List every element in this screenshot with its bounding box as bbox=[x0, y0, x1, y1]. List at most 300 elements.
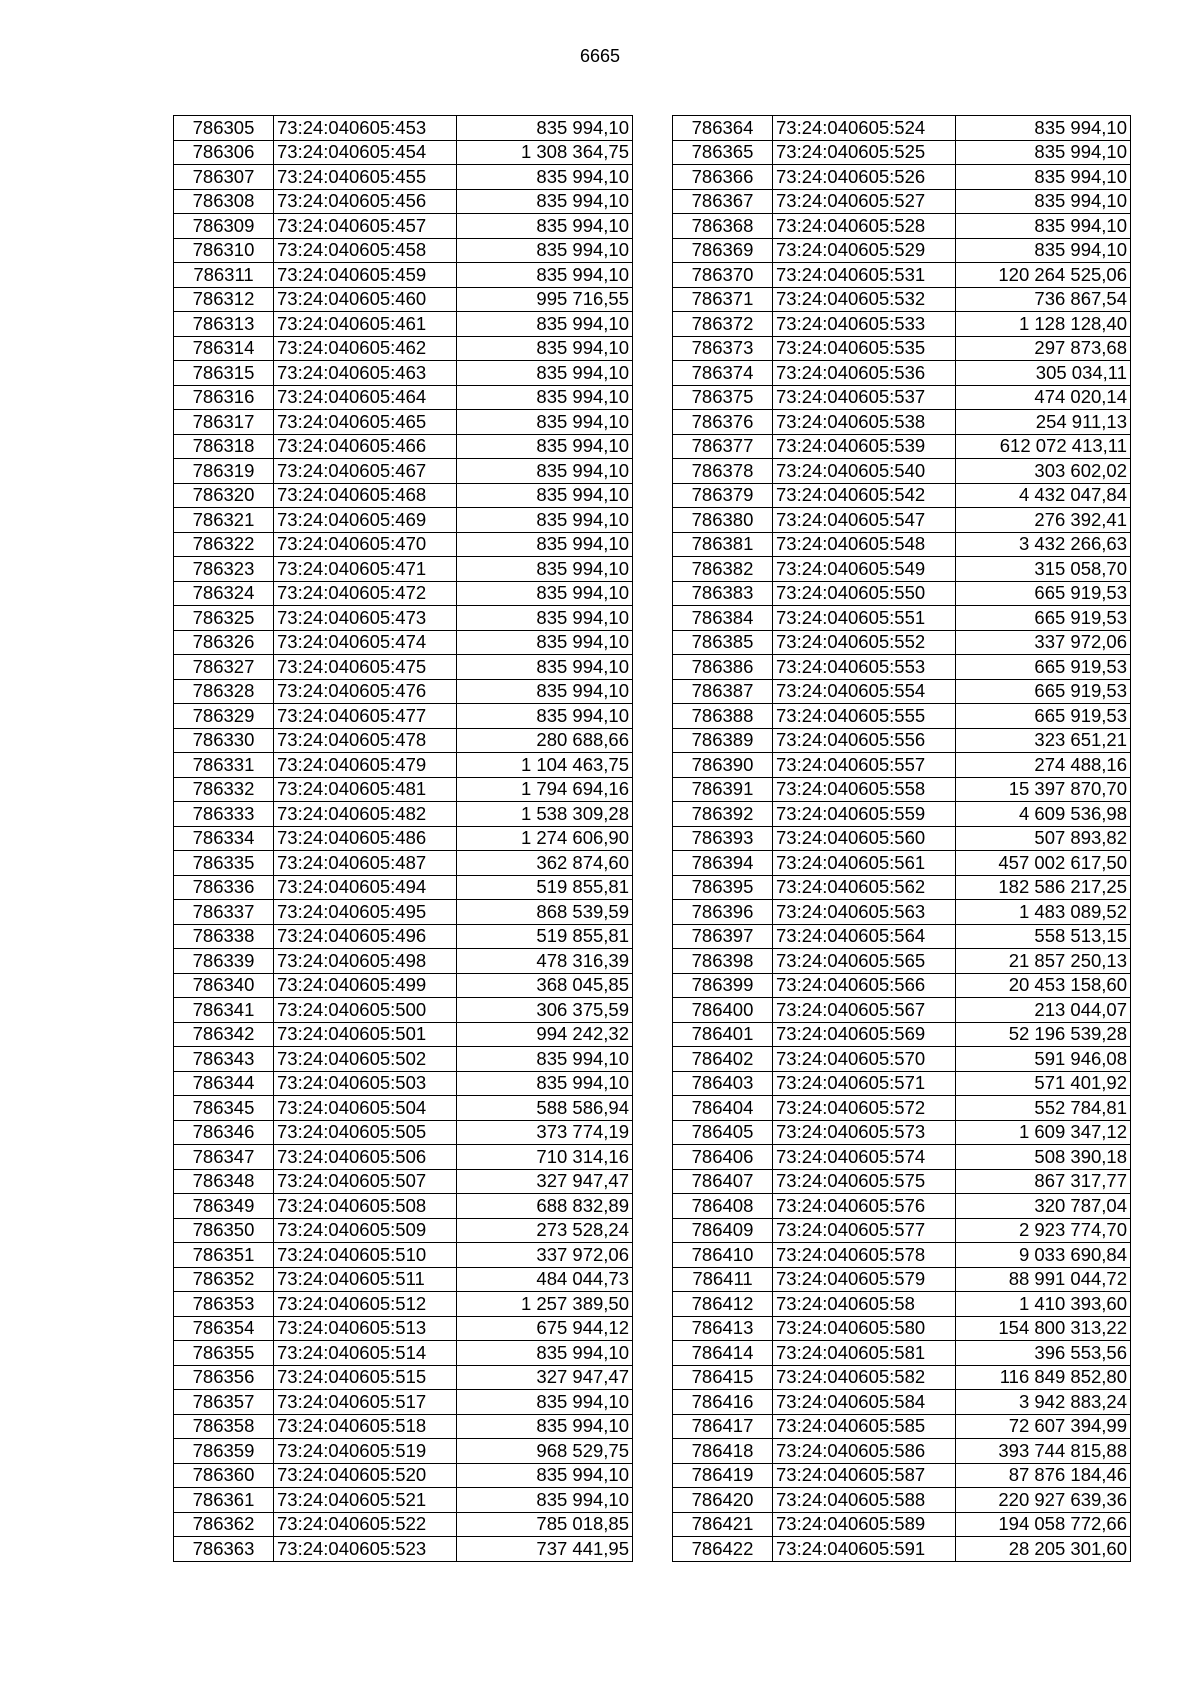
cadastral-number-cell: 73:24:040605:495 bbox=[274, 900, 457, 925]
table-row bbox=[174, 606, 633, 631]
table-row bbox=[174, 385, 633, 410]
value-cell: 457 002 617,50 bbox=[956, 851, 1131, 876]
cadastral-number-cell: 73:24:040605:571 bbox=[773, 1071, 956, 1096]
data-table-right bbox=[672, 115, 1131, 1562]
table-row bbox=[174, 1047, 633, 1072]
table-row bbox=[673, 1365, 1131, 1390]
cadastral-number-cell: 73:24:040605:462 bbox=[274, 336, 457, 361]
value-cell: 1 410 393,60 bbox=[956, 1292, 1131, 1317]
table-row bbox=[174, 1096, 633, 1121]
row-number-cell: 786377 bbox=[673, 434, 773, 459]
table-row bbox=[673, 1341, 1131, 1366]
value-cell: 72 607 394,99 bbox=[956, 1414, 1131, 1439]
value-cell: 835 994,10 bbox=[457, 336, 633, 361]
value-cell: 213 044,07 bbox=[956, 998, 1131, 1023]
value-cell: 835 994,10 bbox=[457, 189, 633, 214]
row-number-cell: 786353 bbox=[174, 1292, 274, 1317]
row-number-cell: 786358 bbox=[174, 1414, 274, 1439]
value-cell: 1 274 606,90 bbox=[457, 826, 633, 851]
table-row bbox=[673, 1267, 1131, 1292]
table-row bbox=[673, 851, 1131, 876]
cadastral-number-cell: 73:24:040605:519 bbox=[274, 1439, 457, 1464]
value-cell: 3 942 883,24 bbox=[956, 1390, 1131, 1415]
table-row bbox=[673, 802, 1131, 827]
cadastral-number-cell: 73:24:040605:569 bbox=[773, 1022, 956, 1047]
cadastral-number-cell: 73:24:040605:521 bbox=[274, 1488, 457, 1513]
table-row bbox=[174, 140, 633, 165]
cadastral-number-cell: 73:24:040605:463 bbox=[274, 361, 457, 386]
row-number-cell: 786348 bbox=[174, 1169, 274, 1194]
value-cell: 276 392,41 bbox=[956, 508, 1131, 533]
value-cell: 20 453 158,60 bbox=[956, 973, 1131, 998]
value-cell: 519 855,81 bbox=[457, 875, 633, 900]
value-cell: 835 994,10 bbox=[457, 581, 633, 606]
row-number-cell: 786361 bbox=[174, 1488, 274, 1513]
value-cell: 835 994,10 bbox=[457, 655, 633, 680]
value-cell: 393 744 815,88 bbox=[956, 1439, 1131, 1464]
cadastral-number-cell: 73:24:040605:456 bbox=[274, 189, 457, 214]
cadastral-number-cell: 73:24:040605:535 bbox=[773, 336, 956, 361]
value-cell: 306 375,59 bbox=[457, 998, 633, 1023]
cadastral-number-cell: 73:24:040605:478 bbox=[274, 728, 457, 753]
cadastral-number-cell: 73:24:040605:486 bbox=[274, 826, 457, 851]
cadastral-number-cell: 73:24:040605:557 bbox=[773, 753, 956, 778]
table-row bbox=[673, 728, 1131, 753]
value-cell: 968 529,75 bbox=[457, 1439, 633, 1464]
value-cell: 337 972,06 bbox=[457, 1243, 633, 1268]
value-cell: 320 787,04 bbox=[956, 1194, 1131, 1219]
cadastral-number-cell: 73:24:040605:584 bbox=[773, 1390, 956, 1415]
row-number-cell: 786320 bbox=[174, 483, 274, 508]
table-row bbox=[673, 900, 1131, 925]
value-cell: 303 602,02 bbox=[956, 459, 1131, 484]
value-cell: 835 994,10 bbox=[457, 508, 633, 533]
value-cell: 835 994,10 bbox=[457, 704, 633, 729]
cadastral-number-cell: 73:24:040605:588 bbox=[773, 1488, 956, 1513]
value-cell: 835 994,10 bbox=[457, 679, 633, 704]
row-number-cell: 786383 bbox=[673, 581, 773, 606]
row-number-cell: 786380 bbox=[673, 508, 773, 533]
row-number-cell: 786365 bbox=[673, 140, 773, 165]
value-cell: 478 316,39 bbox=[457, 949, 633, 974]
table-row bbox=[673, 312, 1131, 337]
row-number-cell: 786418 bbox=[673, 1439, 773, 1464]
row-number-cell: 786312 bbox=[174, 287, 274, 312]
table-row bbox=[673, 1218, 1131, 1243]
cadastral-number-cell: 73:24:040605:554 bbox=[773, 679, 956, 704]
value-cell: 588 586,94 bbox=[457, 1096, 633, 1121]
cadastral-number-cell: 73:24:040605:531 bbox=[773, 263, 956, 288]
cadastral-number-cell: 73:24:040605:468 bbox=[274, 483, 457, 508]
table-row bbox=[673, 1463, 1131, 1488]
table-row bbox=[174, 581, 633, 606]
cadastral-number-cell: 73:24:040605:453 bbox=[274, 116, 457, 141]
value-cell: 519 855,81 bbox=[457, 924, 633, 949]
cadastral-number-cell: 73:24:040605:581 bbox=[773, 1341, 956, 1366]
value-cell: 835 994,10 bbox=[457, 312, 633, 337]
value-cell: 835 994,10 bbox=[457, 263, 633, 288]
row-number-cell: 786382 bbox=[673, 557, 773, 582]
row-number-cell: 786322 bbox=[174, 532, 274, 557]
row-number-cell: 786305 bbox=[174, 116, 274, 141]
table-row bbox=[673, 1414, 1131, 1439]
table-row bbox=[673, 1439, 1131, 1464]
value-cell: 675 944,12 bbox=[457, 1316, 633, 1341]
row-number-cell: 786413 bbox=[673, 1316, 773, 1341]
value-cell: 1 308 364,75 bbox=[457, 140, 633, 165]
row-number-cell: 786389 bbox=[673, 728, 773, 753]
table-row bbox=[673, 214, 1131, 239]
value-cell: 835 994,10 bbox=[956, 238, 1131, 263]
value-cell: 612 072 413,11 bbox=[956, 434, 1131, 459]
row-number-cell: 786408 bbox=[673, 1194, 773, 1219]
cadastral-number-cell: 73:24:040605:580 bbox=[773, 1316, 956, 1341]
table-left-body bbox=[174, 116, 633, 1562]
table-row bbox=[174, 851, 633, 876]
table-row bbox=[673, 434, 1131, 459]
value-cell: 28 205 301,60 bbox=[956, 1537, 1131, 1562]
row-number-cell: 786409 bbox=[673, 1218, 773, 1243]
cadastral-number-cell: 73:24:040605:464 bbox=[274, 385, 457, 410]
row-number-cell: 786341 bbox=[174, 998, 274, 1023]
value-cell: 835 994,10 bbox=[956, 189, 1131, 214]
table-row bbox=[174, 875, 633, 900]
row-number-cell: 786372 bbox=[673, 312, 773, 337]
value-cell: 273 528,24 bbox=[457, 1218, 633, 1243]
value-cell: 327 947,47 bbox=[457, 1365, 633, 1390]
cadastral-number-cell: 73:24:040605:459 bbox=[274, 263, 457, 288]
value-cell: 835 994,10 bbox=[956, 140, 1131, 165]
table-row bbox=[673, 1071, 1131, 1096]
row-number-cell: 786396 bbox=[673, 900, 773, 925]
cadastral-number-cell: 73:24:040605:532 bbox=[773, 287, 956, 312]
row-number-cell: 786398 bbox=[673, 949, 773, 974]
value-cell: 835 994,10 bbox=[457, 532, 633, 557]
value-cell: 337 972,06 bbox=[956, 630, 1131, 655]
row-number-cell: 786407 bbox=[673, 1169, 773, 1194]
value-cell: 154 800 313,22 bbox=[956, 1316, 1131, 1341]
row-number-cell: 786357 bbox=[174, 1390, 274, 1415]
cadastral-number-cell: 73:24:040605:458 bbox=[274, 238, 457, 263]
row-number-cell: 786400 bbox=[673, 998, 773, 1023]
cadastral-number-cell: 73:24:040605:472 bbox=[274, 581, 457, 606]
table-row bbox=[673, 189, 1131, 214]
value-cell: 362 874,60 bbox=[457, 851, 633, 876]
row-number-cell: 786354 bbox=[174, 1316, 274, 1341]
table-row bbox=[174, 1512, 633, 1537]
table-row bbox=[673, 1488, 1131, 1513]
table-row bbox=[673, 238, 1131, 263]
table-row bbox=[174, 263, 633, 288]
value-cell: 552 784,81 bbox=[956, 1096, 1131, 1121]
cadastral-number-cell: 73:24:040605:500 bbox=[274, 998, 457, 1023]
value-cell: 835 994,10 bbox=[457, 116, 633, 141]
table-row bbox=[673, 459, 1131, 484]
cadastral-number-cell: 73:24:040605:473 bbox=[274, 606, 457, 631]
value-cell: 1 483 089,52 bbox=[956, 900, 1131, 925]
cadastral-number-cell: 73:24:040605:501 bbox=[274, 1022, 457, 1047]
cadastral-number-cell: 73:24:040605:589 bbox=[773, 1512, 956, 1537]
cadastral-number-cell: 73:24:040605:567 bbox=[773, 998, 956, 1023]
table-row bbox=[174, 508, 633, 533]
cadastral-number-cell: 73:24:040605:573 bbox=[773, 1120, 956, 1145]
row-number-cell: 786417 bbox=[673, 1414, 773, 1439]
cadastral-number-cell: 73:24:040605:504 bbox=[274, 1096, 457, 1121]
cadastral-number-cell: 73:24:040605:566 bbox=[773, 973, 956, 998]
value-cell: 835 994,10 bbox=[956, 116, 1131, 141]
table-row bbox=[673, 385, 1131, 410]
table-row bbox=[174, 753, 633, 778]
value-cell: 3 432 266,63 bbox=[956, 532, 1131, 557]
table-row bbox=[673, 1292, 1131, 1317]
table-row bbox=[174, 900, 633, 925]
cadastral-number-cell: 73:24:040605:482 bbox=[274, 802, 457, 827]
table-row bbox=[673, 1145, 1131, 1170]
value-cell: 484 044,73 bbox=[457, 1267, 633, 1292]
cadastral-number-cell: 73:24:040605:514 bbox=[274, 1341, 457, 1366]
row-number-cell: 786346 bbox=[174, 1120, 274, 1145]
value-cell: 868 539,59 bbox=[457, 900, 633, 925]
value-cell: 15 397 870,70 bbox=[956, 777, 1131, 802]
row-number-cell: 786339 bbox=[174, 949, 274, 974]
table-row bbox=[673, 263, 1131, 288]
table-row bbox=[174, 336, 633, 361]
cadastral-number-cell: 73:24:040605:527 bbox=[773, 189, 956, 214]
cadastral-number-cell: 73:24:040605:506 bbox=[274, 1145, 457, 1170]
value-cell: 4 609 536,98 bbox=[956, 802, 1131, 827]
value-cell: 220 927 639,36 bbox=[956, 1488, 1131, 1513]
table-row bbox=[673, 508, 1131, 533]
cadastral-number-cell: 73:24:040605:474 bbox=[274, 630, 457, 655]
value-cell: 994 242,32 bbox=[457, 1022, 633, 1047]
row-number-cell: 786405 bbox=[673, 1120, 773, 1145]
row-number-cell: 786314 bbox=[174, 336, 274, 361]
row-number-cell: 786366 bbox=[673, 165, 773, 190]
cadastral-number-cell: 73:24:040605:518 bbox=[274, 1414, 457, 1439]
table-row bbox=[673, 924, 1131, 949]
row-number-cell: 786347 bbox=[174, 1145, 274, 1170]
row-number-cell: 786362 bbox=[174, 1512, 274, 1537]
value-cell: 507 893,82 bbox=[956, 826, 1131, 851]
table-row bbox=[174, 679, 633, 704]
value-cell: 867 317,77 bbox=[956, 1169, 1131, 1194]
row-number-cell: 786337 bbox=[174, 900, 274, 925]
row-number-cell: 786327 bbox=[174, 655, 274, 680]
value-cell: 995 716,55 bbox=[457, 287, 633, 312]
row-number-cell: 786340 bbox=[174, 973, 274, 998]
cadastral-number-cell: 73:24:040605:454 bbox=[274, 140, 457, 165]
cadastral-number-cell: 73:24:040605:511 bbox=[274, 1267, 457, 1292]
value-cell: 87 876 184,46 bbox=[956, 1463, 1131, 1488]
value-cell: 835 994,10 bbox=[457, 1071, 633, 1096]
value-cell: 396 553,56 bbox=[956, 1341, 1131, 1366]
cadastral-number-cell: 73:24:040605:547 bbox=[773, 508, 956, 533]
value-cell: 315 058,70 bbox=[956, 557, 1131, 582]
cadastral-number-cell: 73:24:040605:542 bbox=[773, 483, 956, 508]
value-cell: 9 033 690,84 bbox=[956, 1243, 1131, 1268]
value-cell: 323 651,21 bbox=[956, 728, 1131, 753]
value-cell: 571 401,92 bbox=[956, 1071, 1131, 1096]
table-row bbox=[174, 1365, 633, 1390]
cadastral-number-cell: 73:24:040605:578 bbox=[773, 1243, 956, 1268]
table-row bbox=[174, 630, 633, 655]
table-row bbox=[673, 606, 1131, 631]
row-number-cell: 786374 bbox=[673, 361, 773, 386]
table-row bbox=[673, 336, 1131, 361]
value-cell: 2 923 774,70 bbox=[956, 1218, 1131, 1243]
value-cell: 835 994,10 bbox=[457, 1414, 633, 1439]
cadastral-number-cell: 73:24:040605:457 bbox=[274, 214, 457, 239]
table-row bbox=[174, 116, 633, 141]
value-cell: 835 994,10 bbox=[457, 385, 633, 410]
table-row bbox=[174, 483, 633, 508]
row-number-cell: 786334 bbox=[174, 826, 274, 851]
row-number-cell: 786352 bbox=[174, 1267, 274, 1292]
cadastral-number-cell: 73:24:040605:558 bbox=[773, 777, 956, 802]
row-number-cell: 786370 bbox=[673, 263, 773, 288]
cadastral-number-cell: 73:24:040605:509 bbox=[274, 1218, 457, 1243]
table-row bbox=[174, 1316, 633, 1341]
table-row bbox=[673, 581, 1131, 606]
cadastral-number-cell: 73:24:040605:533 bbox=[773, 312, 956, 337]
row-number-cell: 786399 bbox=[673, 973, 773, 998]
data-table-left bbox=[173, 115, 633, 1562]
row-number-cell: 786411 bbox=[673, 1267, 773, 1292]
row-number-cell: 786344 bbox=[174, 1071, 274, 1096]
value-cell: 835 994,10 bbox=[457, 1047, 633, 1072]
cadastral-number-cell: 73:24:040605:529 bbox=[773, 238, 956, 263]
cadastral-number-cell: 73:24:040605:460 bbox=[274, 287, 457, 312]
table-row bbox=[673, 1047, 1131, 1072]
table-row bbox=[673, 1120, 1131, 1145]
value-cell: 1 257 389,50 bbox=[457, 1292, 633, 1317]
cadastral-number-cell: 73:24:040605:520 bbox=[274, 1463, 457, 1488]
cadastral-number-cell: 73:24:040605:577 bbox=[773, 1218, 956, 1243]
row-number-cell: 786331 bbox=[174, 753, 274, 778]
row-number-cell: 786317 bbox=[174, 410, 274, 435]
row-number-cell: 786386 bbox=[673, 655, 773, 680]
row-number-cell: 786422 bbox=[673, 1537, 773, 1562]
cadastral-number-cell: 73:24:040605:562 bbox=[773, 875, 956, 900]
row-number-cell: 786393 bbox=[673, 826, 773, 851]
value-cell: 254 911,13 bbox=[956, 410, 1131, 435]
table-row bbox=[174, 704, 633, 729]
row-number-cell: 786388 bbox=[673, 704, 773, 729]
table-row bbox=[673, 826, 1131, 851]
row-number-cell: 786328 bbox=[174, 679, 274, 704]
cadastral-number-cell: 73:24:040605:467 bbox=[274, 459, 457, 484]
row-number-cell: 786325 bbox=[174, 606, 274, 631]
cadastral-number-cell: 73:24:040605:538 bbox=[773, 410, 956, 435]
row-number-cell: 786392 bbox=[673, 802, 773, 827]
cadastral-number-cell: 73:24:040605:525 bbox=[773, 140, 956, 165]
value-cell: 665 919,53 bbox=[956, 655, 1131, 680]
table-row bbox=[174, 532, 633, 557]
row-number-cell: 786360 bbox=[174, 1463, 274, 1488]
cadastral-number-cell: 73:24:040605:481 bbox=[274, 777, 457, 802]
cadastral-number-cell: 73:24:040605:524 bbox=[773, 116, 956, 141]
table-row bbox=[673, 704, 1131, 729]
row-number-cell: 786387 bbox=[673, 679, 773, 704]
value-cell: 835 994,10 bbox=[956, 214, 1131, 239]
row-number-cell: 786395 bbox=[673, 875, 773, 900]
cadastral-number-cell: 73:24:040605:549 bbox=[773, 557, 956, 582]
row-number-cell: 786378 bbox=[673, 459, 773, 484]
cadastral-number-cell: 73:24:040605:512 bbox=[274, 1292, 457, 1317]
row-number-cell: 786403 bbox=[673, 1071, 773, 1096]
row-number-cell: 786329 bbox=[174, 704, 274, 729]
row-number-cell: 786368 bbox=[673, 214, 773, 239]
value-cell: 835 994,10 bbox=[457, 1390, 633, 1415]
cadastral-number-cell: 73:24:040605:494 bbox=[274, 875, 457, 900]
value-cell: 835 994,10 bbox=[457, 1463, 633, 1488]
table-row bbox=[174, 287, 633, 312]
table-row bbox=[174, 165, 633, 190]
table-row bbox=[174, 1218, 633, 1243]
row-number-cell: 786421 bbox=[673, 1512, 773, 1537]
value-cell: 835 994,10 bbox=[457, 1341, 633, 1366]
cadastral-number-cell: 73:24:040605:559 bbox=[773, 802, 956, 827]
cadastral-number-cell: 73:24:040605:552 bbox=[773, 630, 956, 655]
cadastral-number-cell: 73:24:040605:582 bbox=[773, 1365, 956, 1390]
value-cell: 736 867,54 bbox=[956, 287, 1131, 312]
table-row bbox=[673, 973, 1131, 998]
value-cell: 835 994,10 bbox=[457, 434, 633, 459]
cadastral-number-cell: 73:24:040605:526 bbox=[773, 165, 956, 190]
table-row bbox=[673, 655, 1131, 680]
table-row bbox=[174, 312, 633, 337]
table-row bbox=[174, 1537, 633, 1562]
row-number-cell: 786390 bbox=[673, 753, 773, 778]
table-row bbox=[174, 459, 633, 484]
value-cell: 116 849 852,80 bbox=[956, 1365, 1131, 1390]
row-number-cell: 786332 bbox=[174, 777, 274, 802]
row-number-cell: 786363 bbox=[174, 1537, 274, 1562]
cadastral-number-cell: 73:24:040605:465 bbox=[274, 410, 457, 435]
cadastral-number-cell: 73:24:040605:579 bbox=[773, 1267, 956, 1292]
row-number-cell: 786324 bbox=[174, 581, 274, 606]
table-row bbox=[174, 1390, 633, 1415]
cadastral-number-cell: 73:24:040605:576 bbox=[773, 1194, 956, 1219]
value-cell: 508 390,18 bbox=[956, 1145, 1131, 1170]
table-row bbox=[174, 1341, 633, 1366]
table-row bbox=[174, 1488, 633, 1513]
table-row bbox=[673, 361, 1131, 386]
table-row bbox=[174, 1292, 633, 1317]
row-number-cell: 786385 bbox=[673, 630, 773, 655]
table-row bbox=[174, 434, 633, 459]
value-cell: 1 104 463,75 bbox=[457, 753, 633, 778]
cadastral-number-cell: 73:24:040605:555 bbox=[773, 704, 956, 729]
table-row bbox=[174, 214, 633, 239]
row-number-cell: 786414 bbox=[673, 1341, 773, 1366]
cadastral-number-cell: 73:24:040605:564 bbox=[773, 924, 956, 949]
value-cell: 835 994,10 bbox=[457, 557, 633, 582]
cadastral-number-cell: 73:24:040605:548 bbox=[773, 532, 956, 557]
cadastral-number-cell: 73:24:040605:537 bbox=[773, 385, 956, 410]
table-row bbox=[174, 557, 633, 582]
row-number-cell: 786416 bbox=[673, 1390, 773, 1415]
row-number-cell: 786336 bbox=[174, 875, 274, 900]
row-number-cell: 786401 bbox=[673, 1022, 773, 1047]
value-cell: 120 264 525,06 bbox=[956, 263, 1131, 288]
value-cell: 194 058 772,66 bbox=[956, 1512, 1131, 1537]
value-cell: 665 919,53 bbox=[956, 581, 1131, 606]
cadastral-number-cell: 73:24:040605:455 bbox=[274, 165, 457, 190]
value-cell: 835 994,10 bbox=[457, 1488, 633, 1513]
table-row bbox=[673, 116, 1131, 141]
cadastral-number-cell: 73:24:040605:479 bbox=[274, 753, 457, 778]
